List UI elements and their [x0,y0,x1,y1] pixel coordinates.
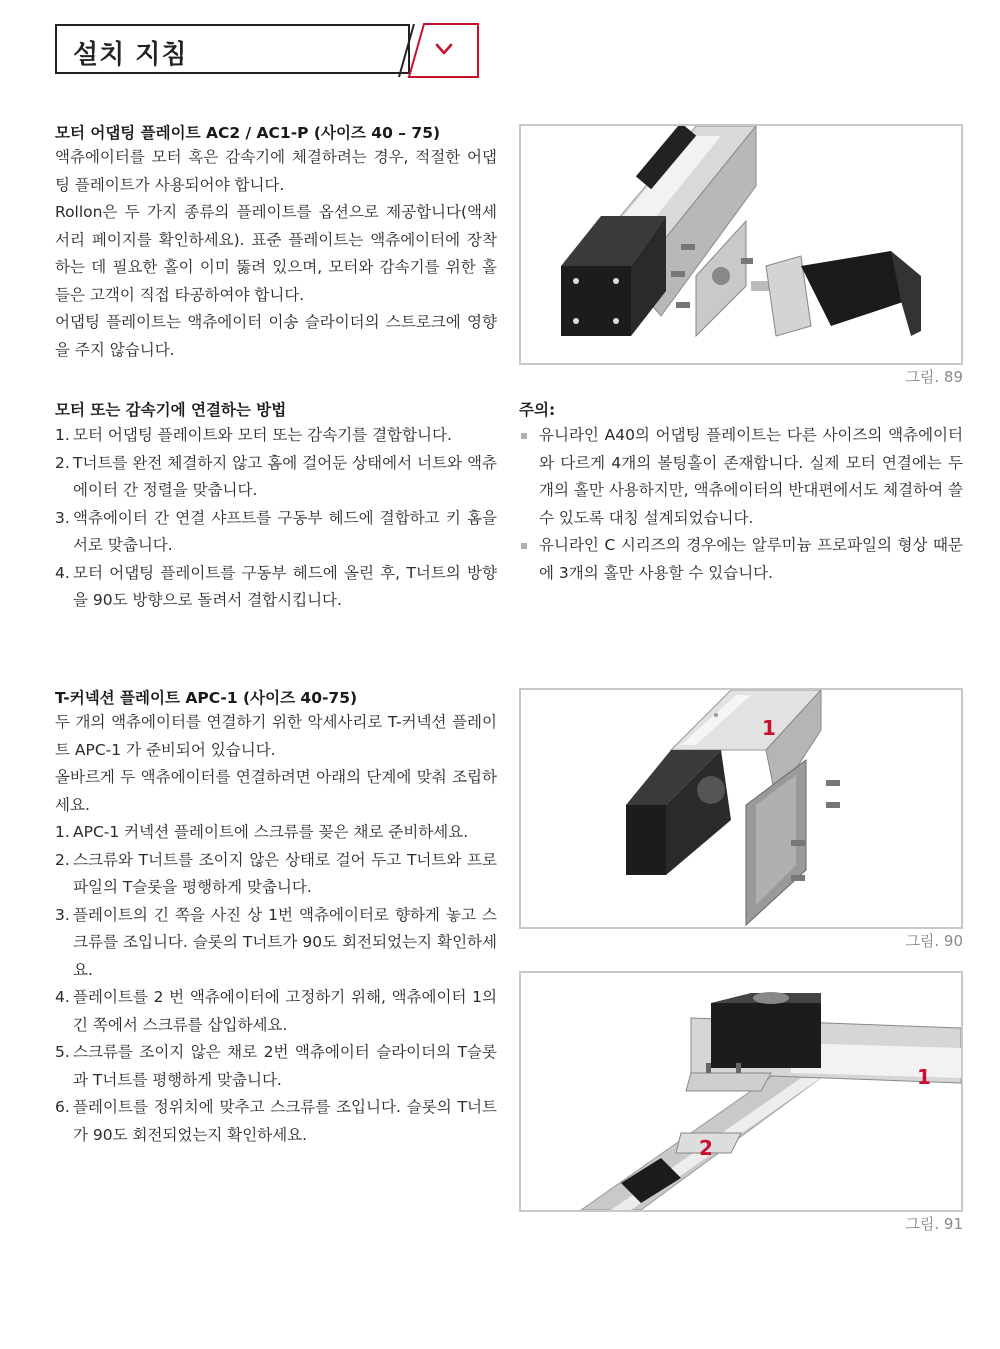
paragraph: 올바르게 두 액츄에이터를 연결하려면 아래의 단계에 맞춰 조립하세요. [55,768,497,814]
figure-label: 2 [699,1136,713,1160]
page-title: 설치 지침 [73,40,188,70]
notes-title: 주의: [519,401,556,419]
notes-list [519,422,963,587]
section1-body [55,144,497,364]
figure-caption: 그림. 91 [905,1215,963,1233]
list-item: 3. 플레이트의 긴 쪽을 사진 상 1번 액츄에이터로 향하게 놓고 스크류를 조입니다. 슬롯의 T너트가 90도 회전되었는지 확인하세요. [55,905,497,979]
list-item: 2. 스크류와 T너트를 조이지 않은 상태로 걸어 두고 T너트와 프로파일의 T슬롯을 평행하게 맞춥니다. [55,850,497,896]
figure-90-image [519,688,963,929]
list-item: 4. 플레이트를 2 번 액츄에이터에 고정하기 위해, 액츄에이터 1의 긴 쪽에서 스크류를 삽입하세요. [55,988,497,1034]
figure-89-image [519,124,963,365]
list-item: 유니라인 A40의 어댑팅 플레이트는 다른 사이즈의 액츄에이터와 다르게 4개의 볼팅홀이 존재합니다. 실제 모터 연결에는 두 개의 홀만 사용하지만, 액츄에이터의 반대편에서도 체결하여 쓸 수 있도록 대칭 설계되었습니다. [519,422,963,532]
header-divider [396,22,486,80]
list-item: 1. APC-1 커넥션 플레이트에 스크류를 꽂은 채로 준비하세요. [55,823,469,841]
chevron-down-icon[interactable] [437,45,451,53]
bullet-icon [521,543,527,549]
list-item: 6. 플레이트를 정위치에 맞추고 스크류를 조입니다. 슬롯의 T너트가 90도 회전되었는지 확인하세요. [55,1098,497,1144]
connection-steps [55,422,497,615]
section-title-t-connection: T-커넥션 플레이트 APC-1 (사이즈 40-75) [55,689,358,707]
figure-caption: 그림. 89 [905,368,963,386]
figure-caption: 그림. 90 [905,932,963,950]
list-item: 2. T너트를 완전 체결하지 않고 홈에 걸어둔 상태에서 너트와 액츄에이터 간 정렬을 맞춥니다. [55,453,497,499]
paragraph: Rollon은 두 가지 종류의 플레이트를 옵션으로 제공합니다(액세서리 페이지를 확인하세요). 표준 플레이트는 액츄에이터에 장착하는 데 필요한 홀이 이미 뚫려 있으며, 모터와 감속기를 위한 홀들은 고객이 직접 타공하여야 합니다. [55,203,497,304]
section-header [55,24,410,74]
bullet-icon [521,433,527,439]
section-title-connection-method: 모터 또는 감속기에 연결하는 방법 [55,401,287,419]
figure-label: 1 [762,716,776,740]
figure-91-image [519,971,963,1212]
list-item: 1. 모터 어댑팅 플레이트와 모터 또는 감속기를 결합합니다. [55,426,452,444]
t-connection-steps [55,819,497,1149]
paragraph: 어댑팅 플레이트는 액츄에이터 이송 슬라이더의 스트로크에 영향을 주지 않습니다. [55,313,497,359]
section-title-adapting-plate: 모터 어댑팅 플레이트 AC2 / AC1-P (사이즈 40 – 75) [55,124,441,142]
list-item: 3. 액츄에이터 간 연결 샤프트를 구동부 헤드에 결합하고 키 홈을 서로 맞춥니다. [55,508,497,554]
list-item: 5. 스크류를 조이지 않은 채로 2번 액츄에이터 슬라이더의 T슬롯과 T너트를 평행하게 맞춥니다. [55,1043,497,1089]
figure-label: 1 [917,1065,931,1089]
paragraph: 액츄에이터를 모터 혹은 감속기에 체결하려는 경우, 적절한 어댑팅 플레이트가 사용되어야 합니다. [55,148,497,194]
section3-body [55,709,497,819]
list-item: 4. 모터 어댑팅 플레이트를 구동부 헤드에 올린 후, T너트의 방향을 90도 방향으로 돌려서 결합시킵니다. [55,563,497,609]
paragraph: 두 개의 액츄에이터를 연결하기 위한 악세사리로 T-커넥션 플레이트 APC-1 가 준비되어 있습니다. [55,713,497,759]
list-item: 유니라인 C 시리즈의 경우에는 알루미늄 프로파일의 형상 때문에 3개의 홀만 사용할 수 있습니다. [519,532,963,587]
